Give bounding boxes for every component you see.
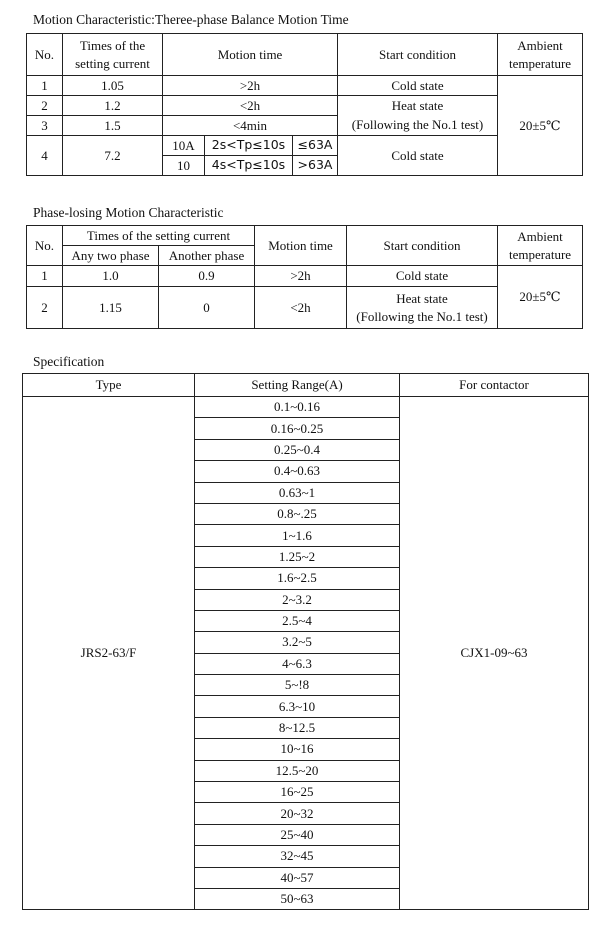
sub-current: 10 bbox=[163, 156, 205, 176]
header-for-contactor: For contactor bbox=[400, 374, 589, 397]
sub-range: ≤63A bbox=[293, 136, 338, 156]
setting-range-cell: 0.8~.25 bbox=[195, 503, 400, 524]
section3-title: Specification bbox=[33, 354, 105, 369]
row-any-two: 1.15 bbox=[63, 287, 159, 329]
table-row bbox=[27, 76, 583, 96]
start-line-1: Heat state bbox=[396, 290, 448, 306]
setting-range-cell: 50~63 bbox=[195, 888, 400, 909]
row-times: 7.2 bbox=[63, 136, 163, 176]
section2-title: Phase-losing Motion Characteristic bbox=[33, 205, 224, 220]
row-start: Heat state bbox=[338, 96, 498, 116]
row-another: 0.9 bbox=[159, 266, 255, 287]
row-motion: <4min bbox=[163, 116, 338, 136]
sub-time: 2s<Tp≤10s bbox=[205, 136, 293, 156]
row-times: 1.05 bbox=[63, 76, 163, 96]
row-any-two: 1.0 bbox=[63, 266, 159, 287]
setting-range-cell: 0.1~0.16 bbox=[195, 397, 400, 418]
row-no: 3 bbox=[27, 116, 63, 136]
row-start: Cold state bbox=[338, 136, 498, 176]
row-motion: >2h bbox=[255, 266, 347, 287]
row-another: 0 bbox=[159, 287, 255, 329]
header-start-condition: Start condition bbox=[347, 226, 498, 266]
table-header-row bbox=[27, 226, 583, 246]
sub-range: >63A bbox=[293, 156, 338, 176]
setting-range-cell: 32~45 bbox=[195, 846, 400, 867]
start-line-2: (Following the No.1 test) bbox=[356, 308, 488, 324]
ambient-value: 20±5℃ bbox=[498, 76, 583, 176]
setting-range-cell: 0.4~0.63 bbox=[195, 461, 400, 482]
header-ambient: Ambient temperature bbox=[498, 226, 583, 266]
setting-range-cell: 3.2~5 bbox=[195, 632, 400, 653]
ambient-value: 20±5℃ bbox=[498, 266, 583, 329]
contactor-value: CJX1-09~63 bbox=[400, 397, 589, 910]
setting-range-cell: 25~40 bbox=[195, 824, 400, 845]
header-times: Times of the setting current bbox=[63, 34, 163, 76]
header-type: Type bbox=[23, 374, 195, 397]
setting-range-cell: 20~32 bbox=[195, 803, 400, 824]
spec-row bbox=[23, 397, 589, 418]
setting-range-cell: 5~!8 bbox=[195, 675, 400, 696]
setting-range-cell: 1.25~2 bbox=[195, 546, 400, 567]
three-phase-table bbox=[26, 33, 583, 176]
setting-range-cell: 40~57 bbox=[195, 867, 400, 888]
header-any-two-phase: Any two phase bbox=[63, 246, 159, 266]
row-motion: <2h bbox=[255, 287, 347, 329]
table-header-row bbox=[27, 34, 583, 76]
header-another-phase: Another phase bbox=[159, 246, 255, 266]
row-no: 1 bbox=[27, 76, 63, 96]
row-motion: <2h bbox=[163, 96, 338, 116]
row-start: Cold state bbox=[338, 76, 498, 96]
sub-time: 4s<Tp≤10s bbox=[205, 156, 293, 176]
row-start: (Following the No.1 test) bbox=[338, 116, 498, 136]
row-start: Cold state bbox=[347, 266, 498, 287]
setting-range-cell: 16~25 bbox=[195, 782, 400, 803]
setting-range-cell: 0.63~1 bbox=[195, 482, 400, 503]
setting-range-cell: 1~1.6 bbox=[195, 525, 400, 546]
row-no: 2 bbox=[27, 96, 63, 116]
setting-range-cell: 6.3~10 bbox=[195, 696, 400, 717]
setting-range-cell: 0.16~0.25 bbox=[195, 418, 400, 439]
row-times: 1.2 bbox=[63, 96, 163, 116]
row-no: 2 bbox=[27, 287, 63, 329]
setting-range-cell: 12.5~20 bbox=[195, 760, 400, 781]
row-start bbox=[347, 287, 498, 329]
table-header-row bbox=[23, 374, 589, 397]
header-motion-time: Motion time bbox=[255, 226, 347, 266]
row-no: 4 bbox=[27, 136, 63, 176]
header-motion-time: Motion time bbox=[163, 34, 338, 76]
table-row bbox=[27, 266, 583, 287]
section1-title: Motion Characteristic:Theree-phase Balance Motion Time bbox=[33, 12, 349, 27]
header-no: No. bbox=[27, 226, 63, 266]
setting-range-cell: 10~16 bbox=[195, 739, 400, 760]
setting-range-cell: 1.6~2.5 bbox=[195, 568, 400, 589]
setting-range-cell: 2.5~4 bbox=[195, 610, 400, 631]
row-times: 1.5 bbox=[63, 116, 163, 136]
header-times: Times of the setting current bbox=[63, 226, 255, 246]
type-value: JRS2-63/F bbox=[23, 397, 195, 910]
setting-range-cell: 2~3.2 bbox=[195, 589, 400, 610]
sub-current: 10A bbox=[163, 136, 205, 156]
header-start-condition: Start condition bbox=[338, 34, 498, 76]
setting-range-cell: 4~6.3 bbox=[195, 653, 400, 674]
header-setting-range: Setting Range(A) bbox=[195, 374, 400, 397]
row-motion: >2h bbox=[163, 76, 338, 96]
setting-range-cell: 0.25~0.4 bbox=[195, 439, 400, 460]
header-no: No. bbox=[27, 34, 63, 76]
setting-range-cell: 8~12.5 bbox=[195, 717, 400, 738]
header-ambient: Ambient temperature bbox=[498, 34, 583, 76]
specification-table bbox=[22, 373, 589, 910]
phase-losing-table bbox=[26, 225, 583, 329]
row-no: 1 bbox=[27, 266, 63, 287]
